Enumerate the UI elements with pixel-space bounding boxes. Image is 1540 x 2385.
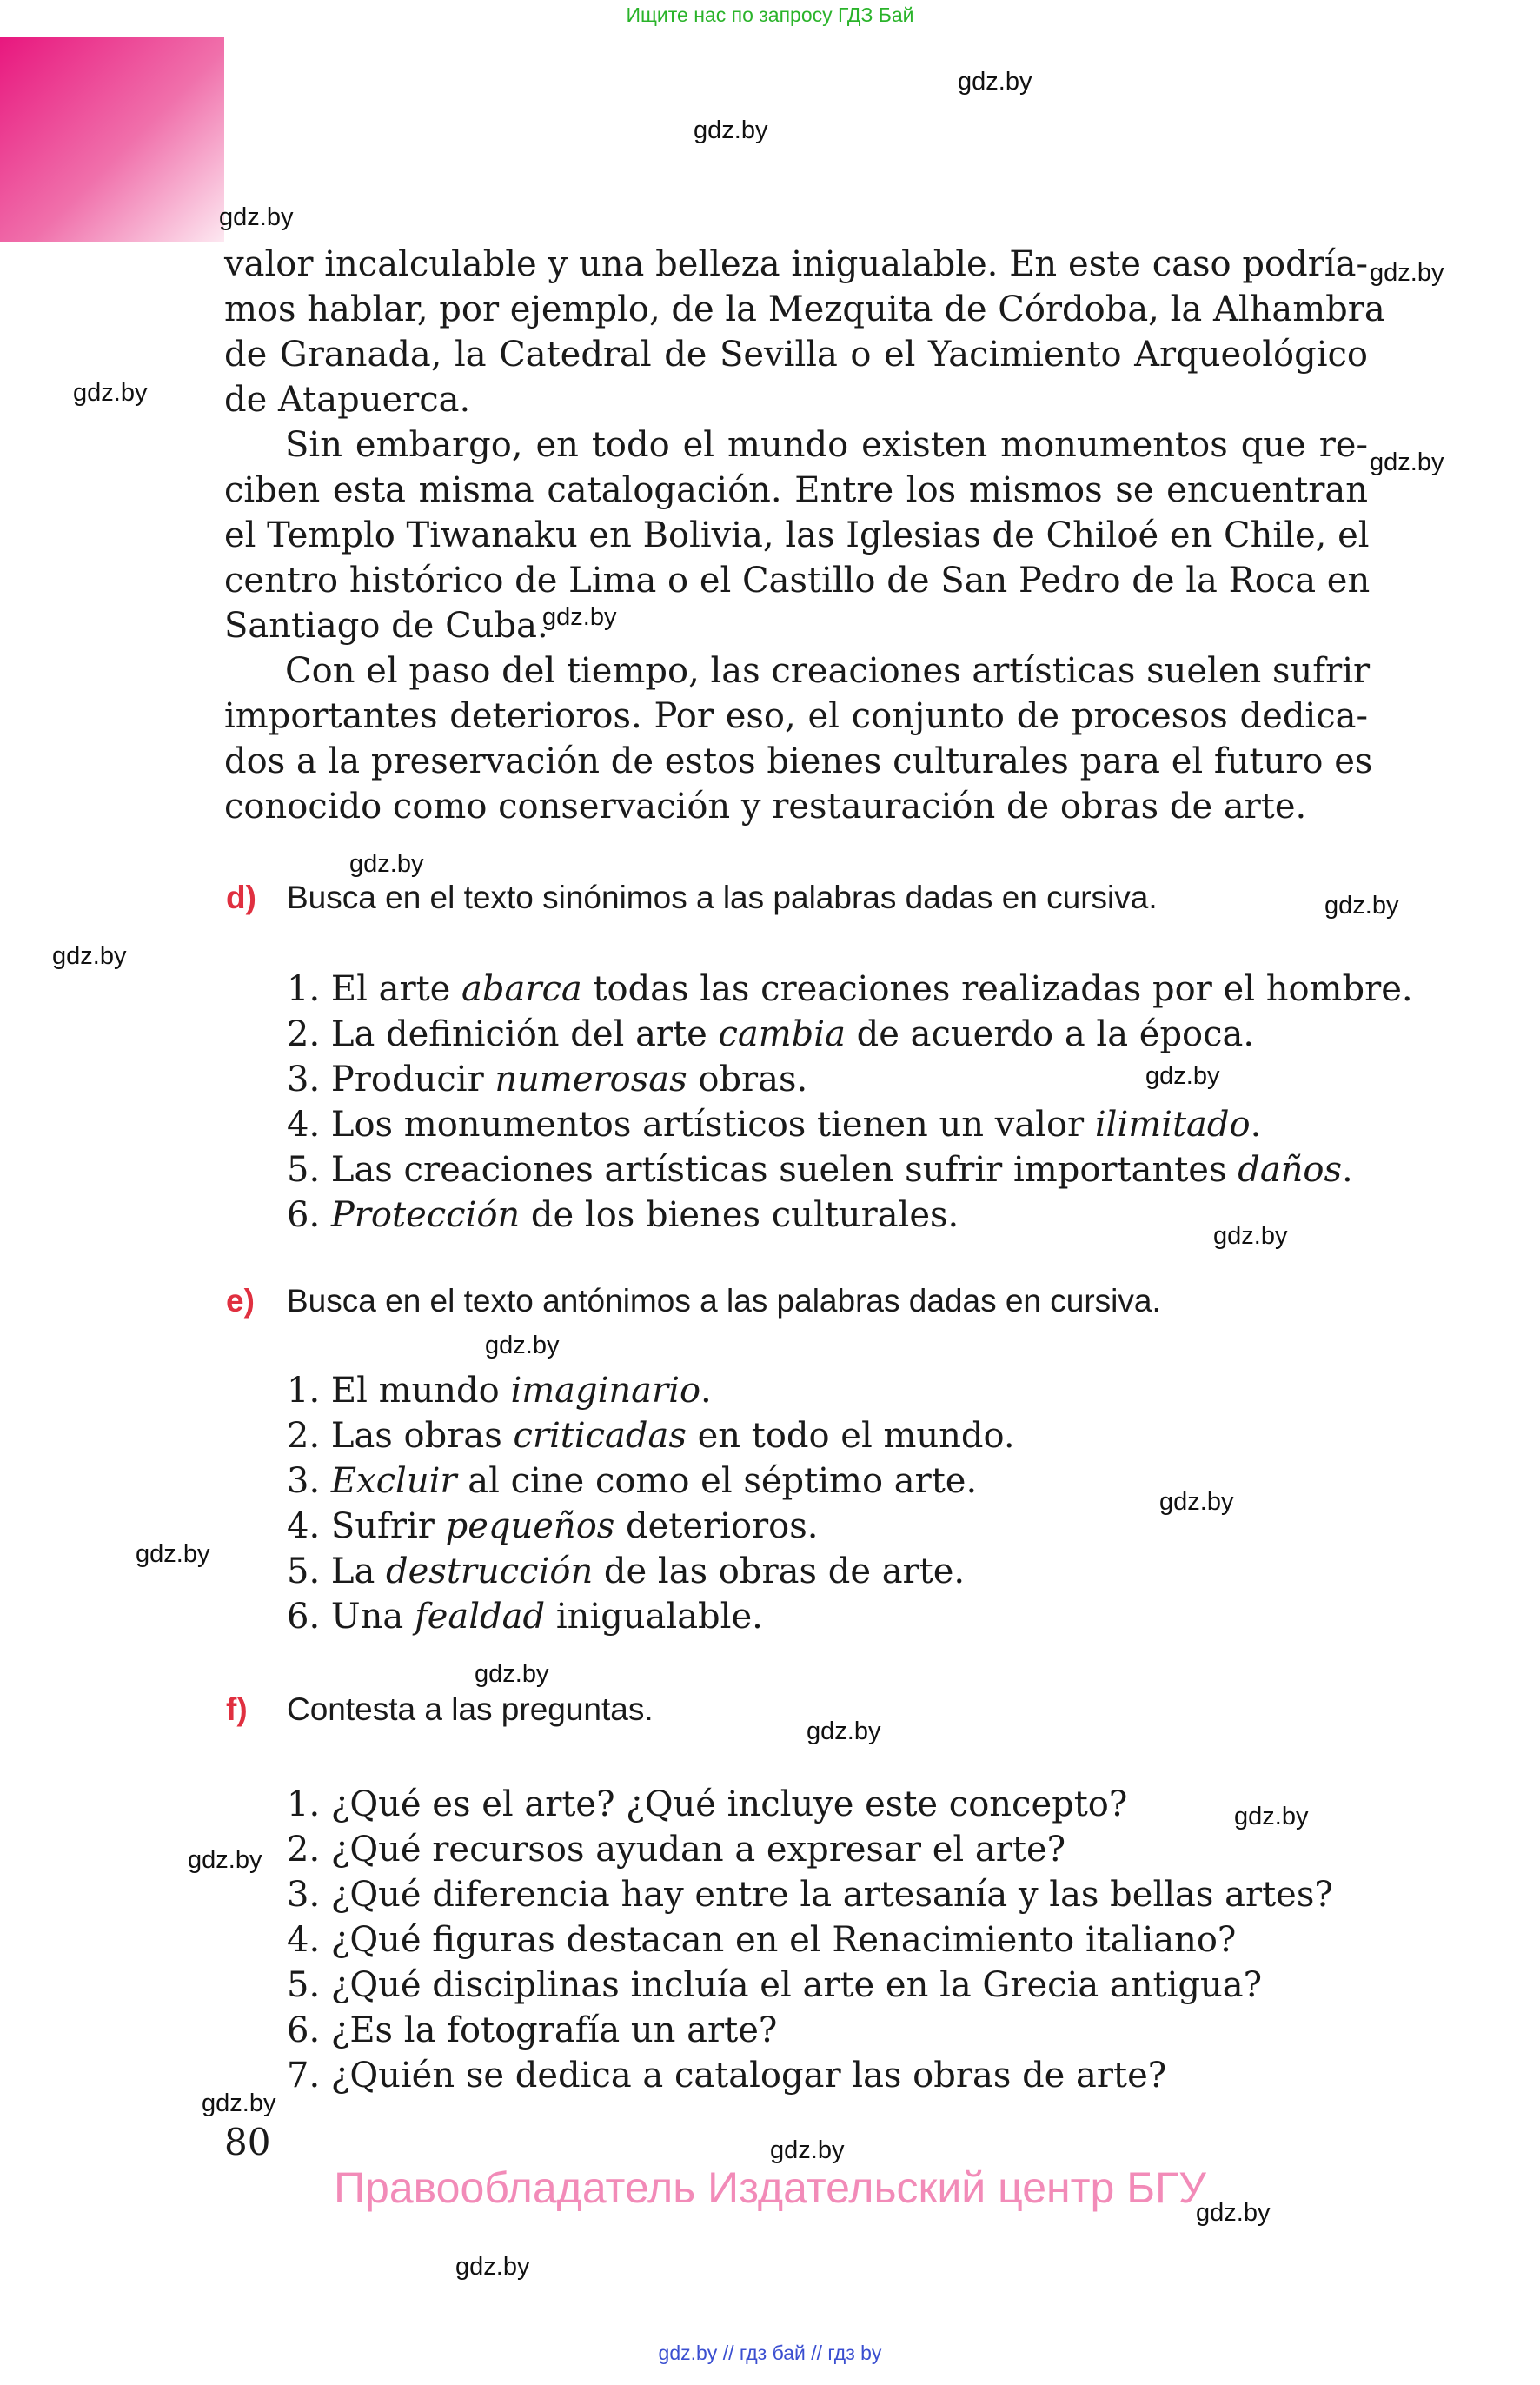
list-item: 2. La definición del arte cambia de acuerdo a la época. xyxy=(287,1014,1255,1054)
rights-holder: Правообладатель Издательский центр БГУ xyxy=(334,2163,1206,2212)
watermark: gdz.by xyxy=(1324,892,1399,920)
watermark: gdz.by xyxy=(770,2136,845,2164)
watermark: gdz.by xyxy=(202,2089,276,2117)
list-item: 4. Sufrir pequeños deterioros. xyxy=(287,1506,819,1546)
list-item: 6. ¿Es la fotografía un arte? xyxy=(287,2010,778,2050)
text-line: Sin embargo, en todo el mundo existen monumentos que re- xyxy=(285,425,1368,465)
watermark: gdz.by xyxy=(188,1846,262,1874)
text-line: Santiago de Cuba. xyxy=(224,606,548,646)
watermark: gdz.by xyxy=(694,116,768,144)
task-instruction: Busca en el texto antónimos a las palabras dadas en cursiva. xyxy=(287,1283,1161,1319)
watermark: gdz.by xyxy=(1370,448,1444,476)
watermark: gdz.by xyxy=(1145,1062,1220,1090)
text-line: Con el paso del tiempo, las creaciones artísticas suelen sufrir xyxy=(285,651,1371,691)
list-item: 1. El mundo imaginario. xyxy=(287,1371,712,1411)
task-instruction: Busca en el texto sinónimos a las palabras dadas en cursiva. xyxy=(287,880,1158,915)
task-d-list xyxy=(287,967,1413,1238)
text-line: valor incalculable y una belleza inigualable. En este caso podría- xyxy=(224,244,1368,284)
list-item: 1. El arte abarca todas las creaciones realizadas por el hombre. xyxy=(287,969,1413,1009)
list-item: 6. Una fealdad inigualable. xyxy=(287,1597,763,1637)
list-item: 4. Los monumentos artísticos tienen un valor ilimitado. xyxy=(287,1105,1262,1145)
list-item: 7. ¿Quién se dedica a catalogar las obras de arte? xyxy=(287,2056,1167,2096)
watermark: gdz.by xyxy=(136,1540,210,1568)
list-item: 3. Excluir al cine como el séptimo arte. xyxy=(287,1461,978,1501)
watermark: gdz.by xyxy=(1196,2199,1271,2227)
task-f-list xyxy=(287,1782,1333,2098)
text-line: mos hablar, por ejemplo, de la Mezquita de Córdoba, la Alhambra xyxy=(224,289,1385,329)
list-item: 3. ¿Qué diferencia hay entre la artesanía y las bellas artes? xyxy=(287,1875,1333,1915)
text-line: ciben esta misma catalogación. Entre los mismos se encuentran xyxy=(224,470,1368,510)
list-item: 5. ¿Qué disciplinas incluía el arte en la Grecia antigua? xyxy=(287,1965,1263,2005)
task-e-heading xyxy=(226,1283,1161,1319)
list-item: 6. Protección de los bienes culturales. xyxy=(287,1195,959,1235)
watermark: gdz.by xyxy=(485,1332,560,1359)
watermark: gdz.by xyxy=(219,203,294,231)
list-item: 1. ¿Qué es el arte? ¿Qué incluye este concepto? xyxy=(287,1784,1128,1824)
text-line: centro histórico de Lima o el Castillo de San Pedro de la Roca en xyxy=(224,561,1371,601)
corner-decoration xyxy=(0,37,224,242)
task-f-heading xyxy=(226,1691,654,1728)
paragraph-3 xyxy=(224,648,1373,829)
list-item: 5. Las creaciones artísticas suelen sufrir importantes daños. xyxy=(287,1150,1353,1190)
task-instruction: Contesta a las preguntas. xyxy=(287,1691,654,1727)
text-line: dos a la preservación de estos bienes culturales para el futuro es xyxy=(224,741,1373,781)
task-letter: f) xyxy=(226,1691,248,1727)
watermark: gdz.by xyxy=(958,68,1032,96)
paragraph-1 xyxy=(224,242,1385,422)
task-e-list xyxy=(287,1368,1015,1639)
watermark: gdz.by xyxy=(1213,1222,1288,1250)
list-item: 5. La destrucción de las obras de arte. xyxy=(287,1551,966,1591)
task-letter: e) xyxy=(226,1283,255,1319)
list-item: 2. ¿Qué recursos ayudan a expresar el arte? xyxy=(287,1830,1066,1870)
watermark: gdz.by xyxy=(73,379,148,407)
watermark: gdz.by xyxy=(349,850,424,878)
top-banner[interactable]: Ищите нас по запросу ГДЗ Бай xyxy=(626,3,914,26)
watermark: gdz.by xyxy=(1234,1803,1309,1830)
watermark: gdz.by xyxy=(455,2253,530,2281)
task-d-heading xyxy=(226,880,1158,916)
text-line: importantes deterioros. Por eso, el conjunto de procesos dedica- xyxy=(224,696,1368,736)
watermark: gdz.by xyxy=(1370,259,1444,287)
watermark: gdz.by xyxy=(542,603,617,631)
paragraph-2 xyxy=(224,422,1371,648)
watermark: gdz.by xyxy=(475,1660,549,1688)
text-line: de Atapuerca. xyxy=(224,380,471,420)
watermark: gdz.by xyxy=(807,1717,881,1745)
task-letter: d) xyxy=(226,880,256,915)
page-number: 80 xyxy=(224,2121,271,2163)
list-item: 3. Producir numerosas obras. xyxy=(287,1060,808,1099)
list-item: 4. ¿Qué figuras destacan en el Renacimiento italiano? xyxy=(287,1920,1237,1960)
text-line: de Granada, la Catedral de Sevilla o el Yacimiento Arqueológico xyxy=(224,335,1368,375)
bottom-links[interactable]: gdz.by // гдз бай // гдз by xyxy=(658,2342,882,2364)
list-item: 2. Las obras criticadas en todo el mundo. xyxy=(287,1416,1015,1456)
watermark: gdz.by xyxy=(52,942,127,970)
text-line: el Templo Tiwanaku en Bolivia, las Iglesias de Chiloé en Chile, el xyxy=(224,515,1370,555)
watermark: gdz.by xyxy=(1159,1488,1234,1516)
text-line: conocido como conservación y restauración de obras de arte. xyxy=(224,787,1307,827)
